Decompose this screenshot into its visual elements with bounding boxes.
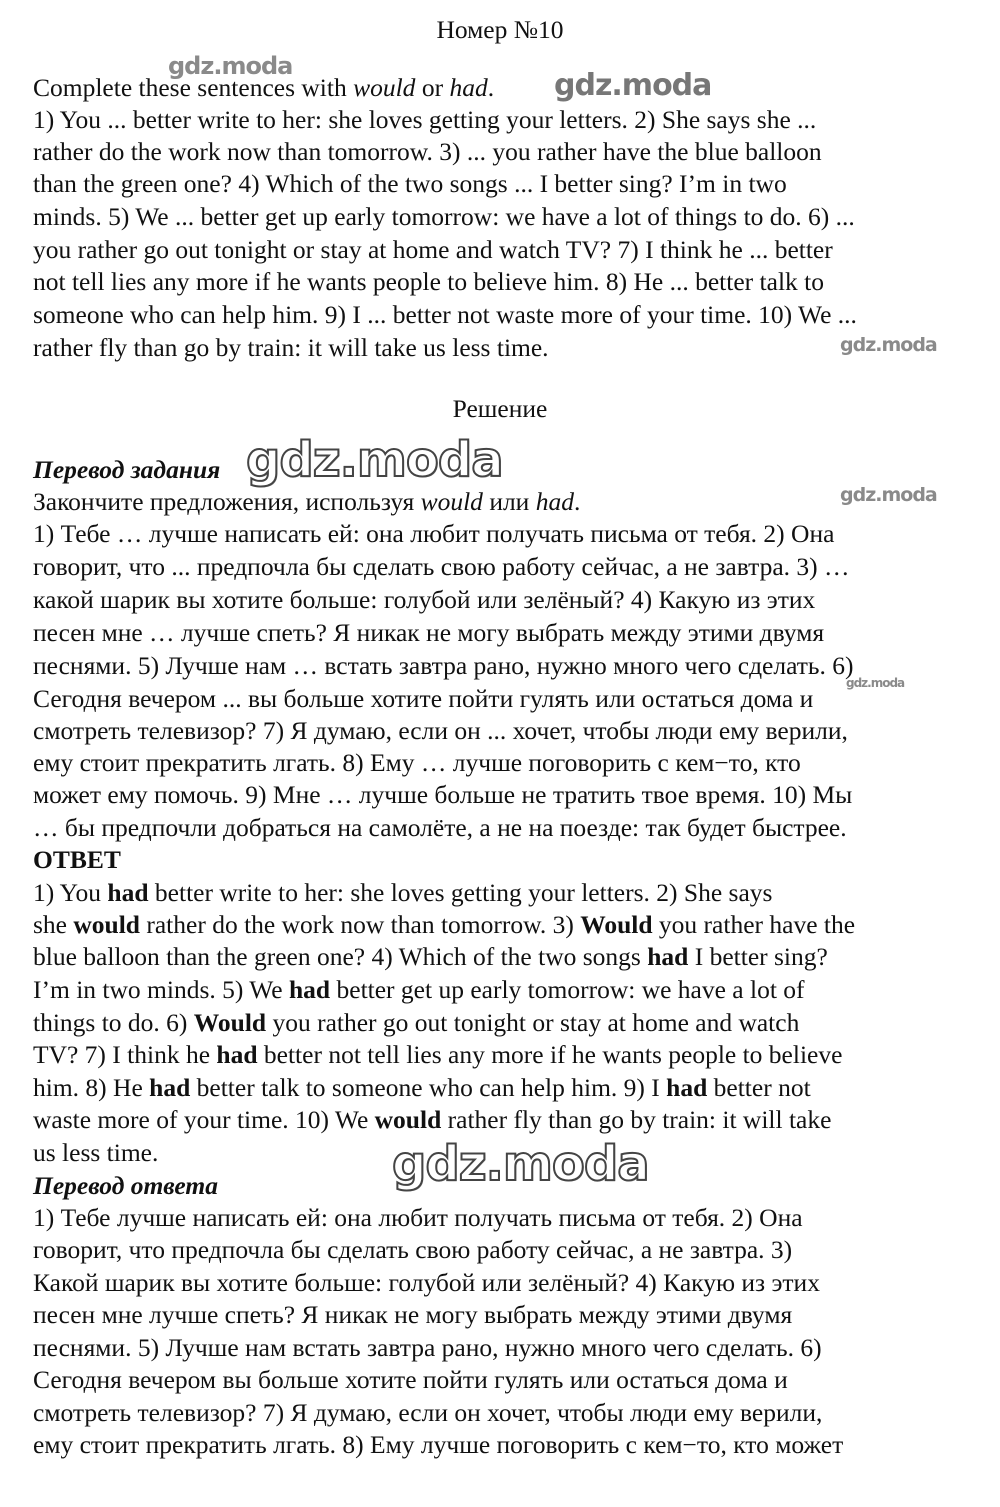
answer-text: you rather have the (652, 910, 856, 939)
translation-line: 1) Тебе … лучше написать ей: она любит получать письма от тебя. 2) Она (33, 519, 835, 548)
task-line: 1) You ... better write to her: she loves getting your letters. 2) She says she ... (33, 105, 817, 134)
watermark-logo: gdz.moda (840, 334, 937, 356)
answer-keyword: Would (580, 910, 653, 939)
answer-text: blue balloon than the green one? 4) Which of the two songs (33, 942, 648, 971)
answer-text: better not tell lies any more if he wants people to believe (257, 1040, 843, 1069)
answer-text: she (33, 910, 74, 939)
task-line: not tell lies any more if he wants people to believe him. 8) He ... better talk to (33, 267, 824, 296)
answer-text: 1) You (33, 878, 108, 907)
watermark-logo: gdz.moda (846, 676, 905, 690)
answer-translation-line: песнями. 5) Лучше нам встать завтра рано, нужно много чего сделать. 6) (33, 1333, 822, 1362)
answer-translation-line: смотреть телевизор? 7) Я думаю, если он хочет, чтобы люди ему верили, (33, 1398, 823, 1427)
watermark-logo: gdz.moda (840, 484, 937, 506)
task-line: someone who can help him. 9) I ... better not waste more of your time. 10) We ... (33, 300, 857, 329)
answer-text: better talk to someone who can help him. 9) I (190, 1073, 667, 1102)
answer-translation-line: 1) Тебе лучше написать ей: она любит получать письма от тебя. 2) Она (33, 1203, 803, 1232)
answer-text: us less time. (33, 1138, 159, 1167)
translation-intro (33, 486, 580, 518)
translation-intro-text: Закончите предложения, используя (33, 487, 421, 516)
answer-keyword: had (107, 878, 149, 907)
answer-line (33, 877, 772, 909)
answer-text: better get up early tomorrow: we have a lot of (330, 975, 805, 1004)
answer-text: you rather go out tonight or stay at home and watch (266, 1008, 800, 1037)
task-line: rather do the work now than tomorrow. 3) ... you rather have the blue balloon (33, 137, 822, 166)
task-line: you rather go out tonight or stay at home and watch TV? 7) I think he ... better (33, 235, 833, 264)
answer-text: better not (707, 1073, 811, 1102)
watermark-logo: gdz.moda (392, 1136, 649, 1192)
task-line: than the green one? 4) Which of the two songs ... I better sing? I’m in two (33, 169, 787, 198)
answer-text: TV? 7) I think he (33, 1040, 217, 1069)
answer-line (33, 909, 855, 941)
translation-heading: Перевод задания (33, 455, 221, 484)
answer-line (33, 1137, 158, 1169)
translation-line: может ему помочь. 9) Мне … лучше больше не тратить твое время. 10) Мы (33, 780, 853, 809)
task-intro-text: Complete these sentences with (33, 73, 354, 102)
page-title: Номер №10 (436, 15, 564, 44)
task-intro-had: had (449, 73, 488, 102)
answer-keyword: had (216, 1040, 258, 1069)
translation-line: говорит, что ... предпочла бы сделать свою работу сейчас, а не завтра. 3) … (33, 552, 850, 581)
translation-line: … бы предпочли добраться на самолёте, а не на поезде: так будет быстрее. (33, 813, 847, 842)
answer-line (33, 1072, 811, 1104)
translation-intro-had: had (535, 487, 574, 516)
answer-line (33, 1039, 842, 1071)
watermark-logo: gdz.moda (168, 52, 293, 80)
answer-keyword: would (374, 1105, 442, 1134)
answer-keyword: would (73, 910, 140, 939)
answer-translation-line: Какой шарик вы хотите больше: голубой или зелёный? 4) Какую из этих (33, 1268, 820, 1297)
answer-text: I’m in two minds. 5) We (33, 975, 289, 1004)
answer-keyword: had (289, 975, 331, 1004)
answer-keyword: had (666, 1073, 708, 1102)
task-line: minds. 5) We ... better get up early tomorrow: we have a lot of things to do. 6) ... (33, 202, 855, 231)
answer-text: him. 8) He (33, 1073, 150, 1102)
answer-keyword: had (647, 942, 689, 971)
translation-intro-or: или (482, 487, 536, 516)
answer-translation-line: ему стоит прекратить лгать. 8) Ему лучше поговорить с кем−то, кто может (33, 1430, 844, 1459)
translation-line: Сегодня вечером ... вы больше хотите пойти гулять или остаться дома и (33, 684, 814, 713)
answer-text: better write to her: she loves getting your letters. 2) She says (148, 878, 773, 907)
answer-text: waste more of your time. 10) We (33, 1105, 375, 1134)
answer-text: I better sing? (688, 942, 828, 971)
translation-line: ему стоит прекратить лгать. 8) Ему … лучше поговорить с кем−то, кто (33, 748, 801, 777)
answer-line (33, 974, 805, 1006)
answer-translation-line: песен мне лучше спеть? Я никак не могу выбрать между этими двумя (33, 1300, 793, 1329)
translation-intro-would: would (420, 487, 483, 516)
answer-line (33, 941, 828, 973)
answer-keyword: Would (193, 1008, 267, 1037)
answer-line (33, 1007, 799, 1039)
watermark-logo: gdz.moda (246, 432, 503, 488)
translation-line: какой шарик вы хотите больше: голубой или зелёный? 4) Какую из этих (33, 585, 816, 614)
answer-translation-line: говорит, что предпочла бы сделать свою работу сейчас, а не завтра. 3) (33, 1235, 793, 1264)
watermark-logo: gdz.moda (554, 68, 712, 103)
translation-line: песен мне … лучше спеть? Я никак не могу выбрать между этими двумя (33, 618, 825, 647)
task-intro-end: . (487, 73, 495, 102)
answer-line (33, 1104, 831, 1136)
translation-intro-end: . (573, 487, 581, 516)
task-intro-would: would (353, 73, 416, 102)
task-intro-or: or (415, 73, 450, 102)
answer-translation-heading: Перевод ответа (33, 1171, 218, 1200)
task-line: rather fly than go by train: it will take us less time. (33, 333, 549, 362)
answer-text: rather do the work now than tomorrow. 3) (140, 910, 581, 939)
answer-text: rather fly than go by train: it will take (441, 1105, 832, 1134)
answer-text: things to do. 6) (33, 1008, 194, 1037)
solution-heading: Решение (452, 394, 548, 423)
answer-keyword: had (149, 1073, 191, 1102)
answer-heading: ОТВЕТ (33, 845, 121, 874)
translation-line: смотреть телевизор? 7) Я думаю, если он ... хочет, чтобы люди ему верили, (33, 716, 848, 745)
answer-translation-line: Сегодня вечером вы больше хотите пойти гулять или остаться дома и (33, 1365, 788, 1394)
translation-line: песнями. 5) Лучше нам … встать завтра рано, нужно много чего сделать. 6) (33, 651, 854, 680)
